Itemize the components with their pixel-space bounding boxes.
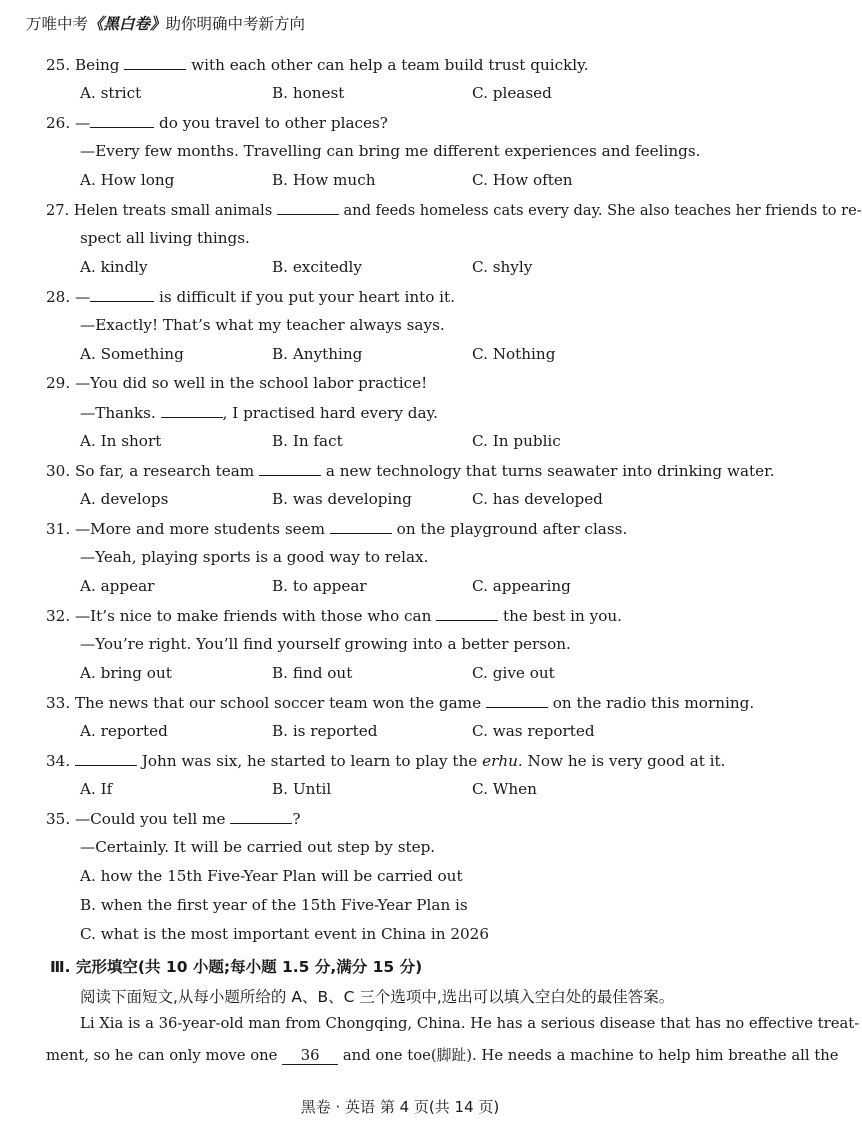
header-prefix: 万唯中考 — [26, 15, 89, 33]
option-a: A. If — [80, 780, 113, 798]
option-b: B. How much — [272, 171, 376, 189]
question-text: do you travel to other places? — [159, 114, 388, 132]
answer-blank — [277, 200, 339, 215]
question-text: — — [74, 288, 91, 306]
question-text: the best in you. — [503, 607, 622, 625]
option-b: B. Anything — [272, 345, 363, 363]
question-26 — [46, 113, 388, 132]
option-b: B. In fact — [272, 432, 343, 450]
question-text: Helen treats small animals — [73, 202, 273, 219]
question-28 — [46, 287, 455, 306]
option-c: C. When — [472, 780, 537, 798]
answer-blank — [90, 113, 154, 128]
question-31 — [46, 519, 627, 538]
option-a: A. develops — [80, 490, 169, 508]
reply-text: —Exactly! That’s what my teacher always says. — [80, 316, 445, 334]
question-25 — [46, 55, 589, 74]
question-text: The news that our school soccer team won the game — [74, 694, 482, 712]
question-text: —You did so well in the school labor practice! — [74, 374, 428, 392]
option-c: C. How often — [472, 171, 573, 189]
answer-blank — [90, 287, 154, 302]
reply-text-start: —Thanks. — [80, 404, 156, 422]
option-a: A. strict — [80, 84, 142, 102]
question-number: 25. — [46, 56, 71, 74]
option-a: A. reported — [80, 722, 168, 740]
option-b: B. was developing — [272, 490, 412, 508]
question-30 — [46, 461, 775, 480]
question-33 — [46, 693, 754, 712]
option-a: A. In short — [80, 432, 162, 450]
question-text: —Could you tell me — [74, 810, 226, 828]
question-number: 30. — [46, 462, 71, 480]
question-27 — [46, 200, 862, 219]
question-text: is difficult if you put your heart into it. — [159, 288, 455, 306]
question-number: 31. — [46, 520, 71, 538]
question-italic-term: erhu — [482, 752, 518, 770]
question-text-continued: spect all living things. — [80, 229, 250, 247]
question-text: Being — [74, 56, 120, 74]
option-c: C. give out — [472, 664, 555, 682]
question-number: 28. — [46, 288, 71, 306]
question-text: a new technology that turns seawater into drinking water. — [325, 462, 775, 480]
option-a: A. how the 15th Five-Year Plan will be carried out — [80, 867, 463, 885]
question-35 — [46, 809, 300, 828]
passage-line-2 — [46, 1044, 839, 1065]
reply-text-end: , I practised hard every day. — [222, 404, 438, 422]
option-c: C. shyly — [472, 258, 533, 276]
question-text-end: . Now he is very good at it. — [517, 752, 726, 770]
option-b: B. when the first year of the 15th Five-Year Plan is — [80, 896, 468, 914]
option-b: B. excitedly — [272, 258, 362, 276]
option-c: C. Nothing — [472, 345, 556, 363]
option-a: A. Something — [80, 345, 184, 363]
blank-36: 36 — [282, 1047, 338, 1065]
answer-blank — [124, 55, 186, 70]
question-text: John was six, he started to learn to play the — [141, 752, 478, 770]
passage-line-1: Li Xia is a 36-year-old man from Chongqing, China. He has a serious disease that has no effective treat- — [80, 1015, 860, 1032]
option-a: A. bring out — [80, 664, 172, 682]
page-footer: 黑卷 · 英语 第 4 页(共 14 页) — [300, 1098, 500, 1116]
option-b: B. is reported — [272, 722, 378, 740]
question-text: on the radio this morning. — [552, 694, 755, 712]
question-text: —It’s nice to make friends with those who can — [74, 607, 432, 625]
passage-text: and one toe(脚趾). He needs a machine to help him breathe all the — [342, 1047, 839, 1064]
page-header — [26, 12, 305, 34]
question-number: 26. — [46, 114, 71, 132]
reply-text: —Yeah, playing sports is a good way to relax. — [80, 548, 429, 566]
answer-blank — [330, 519, 392, 534]
question-text: ? — [292, 810, 301, 828]
option-a: A. kindly — [80, 258, 148, 276]
header-slogan: 助你明确中考新方向 — [165, 15, 306, 33]
question-number: 33. — [46, 694, 71, 712]
question-text: on the playground after class. — [396, 520, 628, 538]
question-text: —More and more students seem — [74, 520, 326, 538]
reply-text: —You’re right. You’ll find yourself growing into a better person. — [80, 635, 571, 653]
question-text: with each other can help a team build trust quickly. — [191, 56, 589, 74]
question-32 — [46, 606, 622, 625]
option-c: C. In public — [472, 432, 561, 450]
section-title: Ⅲ. 完形填空(共 10 小题;每小题 1.5 分,满分 15 分) — [50, 958, 423, 976]
question-number: 35. — [46, 810, 71, 828]
option-a: A. appear — [80, 577, 155, 595]
question-number: 27. — [46, 202, 70, 219]
question-number: 34. — [46, 752, 71, 770]
reply-text — [80, 403, 438, 422]
reply-text: —Certainly. It will be carried out step by step. — [80, 838, 436, 856]
question-34 — [46, 751, 725, 770]
answer-blank — [75, 751, 137, 766]
option-a: A. How long — [80, 171, 175, 189]
reply-text: —Every few months. Travelling can bring me different experiences and feelings. — [80, 142, 701, 160]
option-c: C. appearing — [472, 577, 571, 595]
section-instruction: 阅读下面短文,从每小题所给的 A、B、C 三个选项中,选出可以填入空白处的最佳答案。 — [80, 988, 675, 1006]
option-b: B. honest — [272, 84, 345, 102]
option-c: C. pleased — [472, 84, 552, 102]
question-text: — — [74, 114, 91, 132]
option-b: B. find out — [272, 664, 353, 682]
question-number: 32. — [46, 607, 71, 625]
answer-blank — [230, 809, 292, 824]
answer-blank — [486, 693, 548, 708]
answer-blank — [436, 606, 498, 621]
question-text: and feeds homeless cats every day. She also teaches her friends to re- — [343, 202, 862, 219]
answer-blank — [161, 403, 223, 418]
question-number: 29. — [46, 374, 71, 392]
passage-text: ment, so he can only move one — [46, 1047, 278, 1064]
question-29 — [46, 374, 427, 392]
option-c: C. what is the most important event in China in 2026 — [80, 925, 489, 943]
question-text: So far, a research team — [74, 462, 255, 480]
answer-blank — [259, 461, 321, 476]
option-c: C. has developed — [472, 490, 603, 508]
option-b: B. Until — [272, 780, 332, 798]
option-c: C. was reported — [472, 722, 595, 740]
option-b: B. to appear — [272, 577, 367, 595]
header-brand: 《黑白卷》 — [88, 15, 166, 33]
